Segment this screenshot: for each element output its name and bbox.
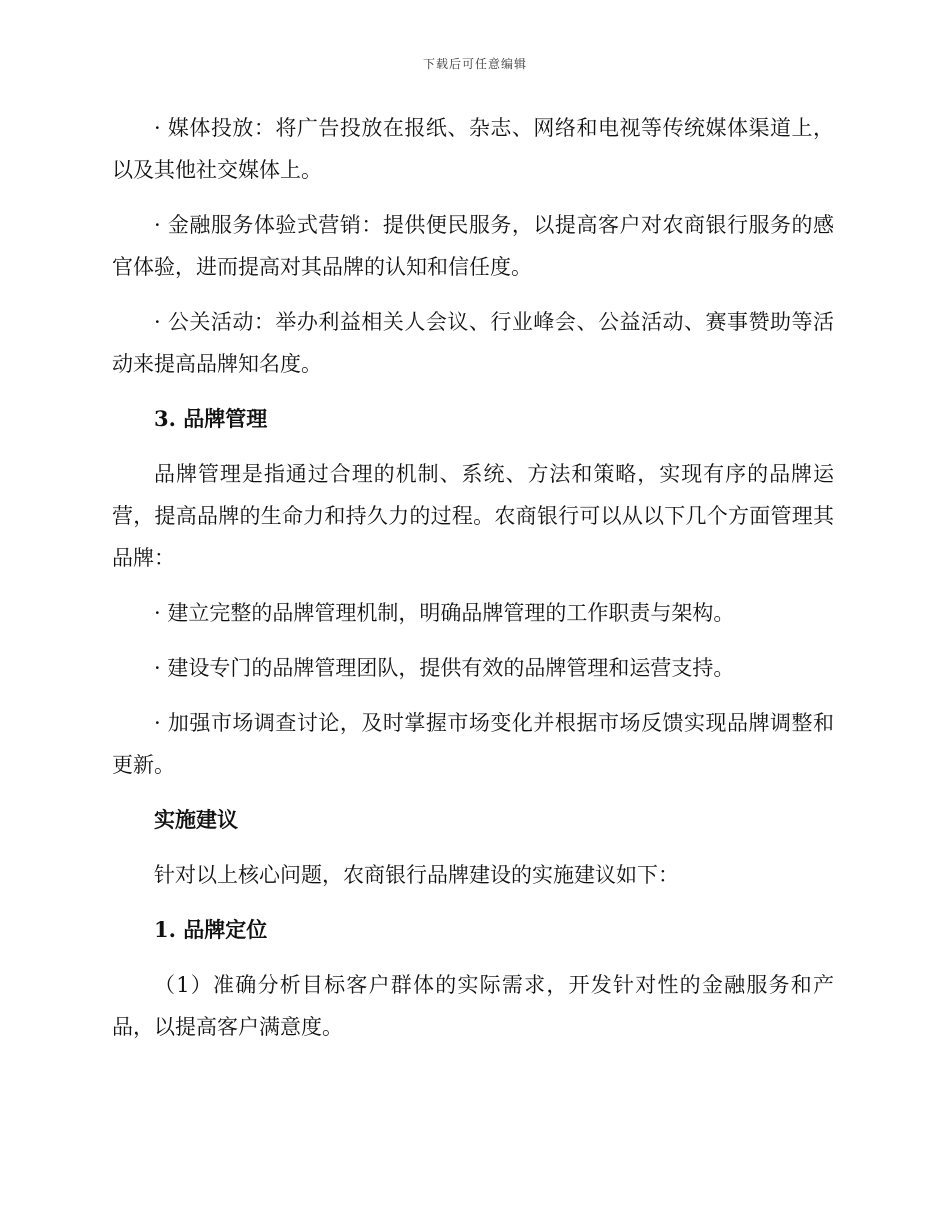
heading-brand-management: 3. 品牌管理 [154, 406, 268, 431]
paragraph-target-customers: （1）准确分析目标客户群体的实际需求，开发针对性的金融服务和产品，以提高客户满意度。 [112, 973, 834, 1039]
heading-implementation: 实施建议 [154, 807, 238, 832]
paragraph-brand-management-intro: 品牌管理是指通过合理的机制、系统、方法和策略，实现有序的品牌运营，提高品牌的生命力和持久力的过程。农商银行可以从以下几个方面管理其品牌： [112, 462, 834, 570]
paragraph-experiential-marketing: · 金融服务体验式营销：提供便民服务，以提高客户对农商银行服务的感官体验，进而提高对其品牌的认知和信任度。 [112, 213, 834, 279]
paragraph-market-research: · 加强市场调查讨论，及时掌握市场变化并根据市场反馈实现品牌调整和更新。 [112, 711, 834, 777]
paragraph-management-mechanism: · 建立完整的品牌管理机制，明确品牌管理的工作职责与架构。 [154, 601, 735, 625]
heading-brand-positioning: 1. 品牌定位 [154, 917, 268, 942]
document-body [112, 107, 834, 1048]
page-header: 下载后可任意编辑 [422, 57, 527, 71]
paragraph-management-team: · 建设专门的品牌管理团队，提供有效的品牌管理和运营支持。 [154, 656, 735, 680]
paragraph-implementation-intro: 针对以上核心问题，农商银行品牌建设的实施建议如下： [154, 863, 679, 887]
paragraph-media-placement: · 媒体投放：将广告投放在报纸、杂志、网络和电视等传统媒体渠道上，以及其他社交媒体上。 [112, 116, 834, 182]
paragraph-public-relations: · 公关活动：举办利益相关人会议、行业峰会、公益活动、赛事赞助等活动来提高品牌知名度。 [112, 310, 834, 376]
